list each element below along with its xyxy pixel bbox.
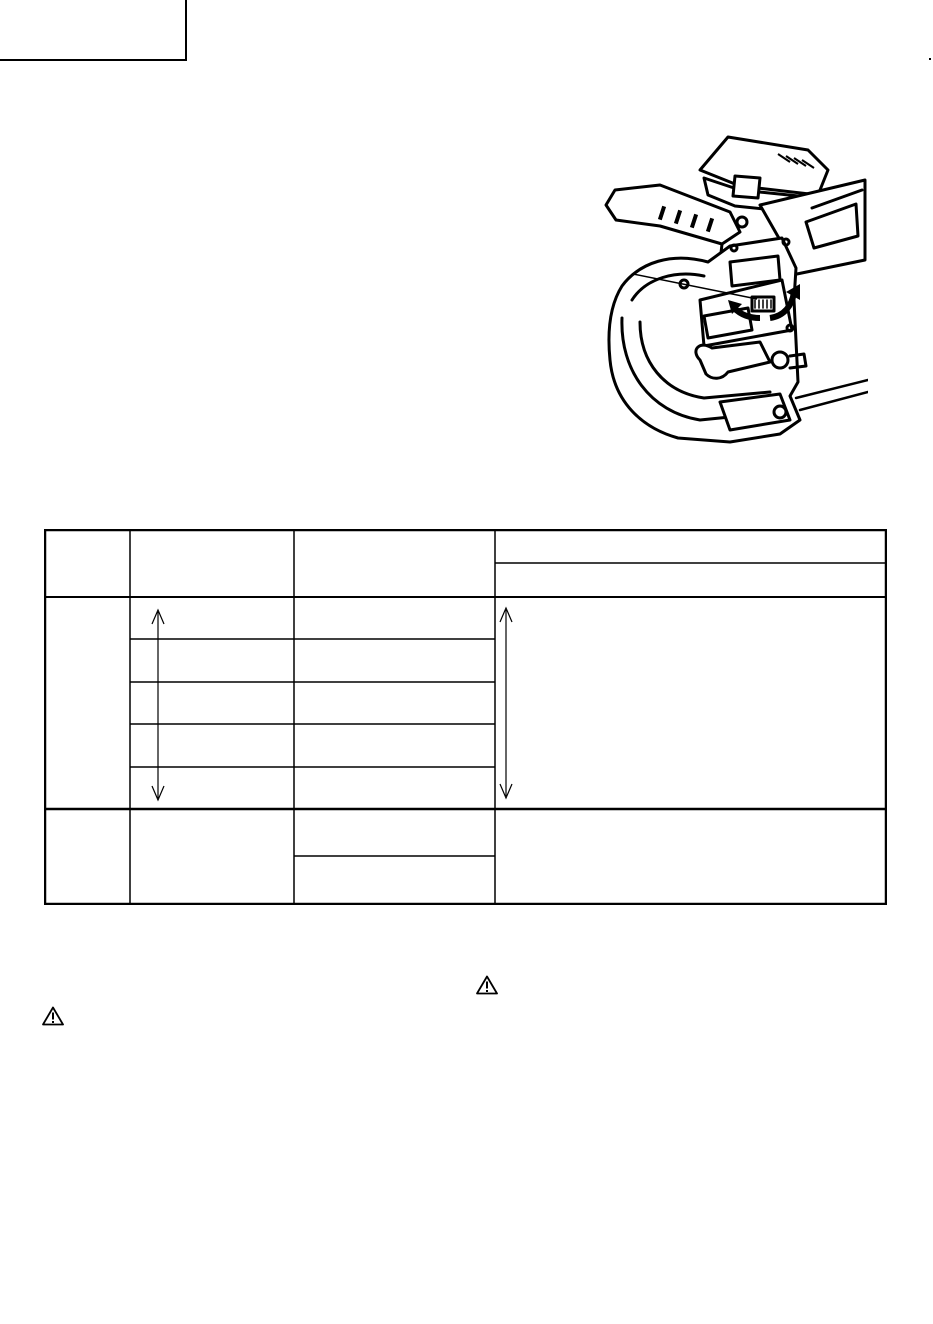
speed-table — [44, 529, 887, 905]
speed-range-arrow — [500, 608, 512, 798]
warning-triangle-icon — [42, 1006, 64, 1026]
section-tab — [0, 0, 187, 61]
crop-mark — [929, 58, 931, 60]
band-saw-illustration — [596, 130, 868, 448]
warning-triangle-icon — [476, 975, 498, 995]
